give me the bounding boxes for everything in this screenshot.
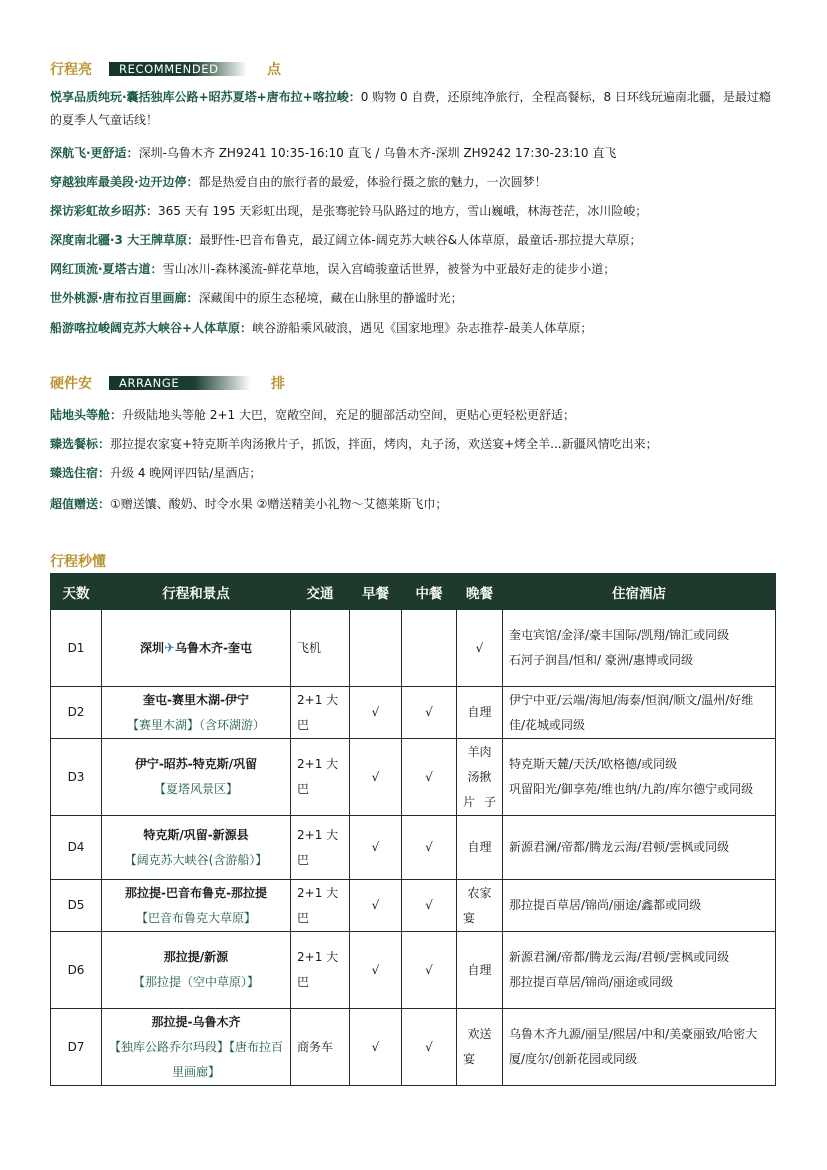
dinner-cell: √ [457,610,503,687]
breakfast-cell: √ [350,687,402,739]
route-title: 特克斯/巩留-新源县 [143,827,249,842]
transport-cell: 飞机 [291,610,350,687]
table-row [51,687,776,739]
itinerary-title: 行程秒懂 [50,554,106,570]
lunch-cell [402,610,457,687]
route-title: 奎屯-赛里木湖-伊宁 [143,692,249,707]
route-attraction: 【那拉提（空中草原）】 [132,975,259,989]
route-title: 那拉提/新源 [163,950,229,964]
arrange-banner: ARRANGE [109,376,251,390]
highlight-text: 365 天有 195 天彩虹出现，是张骞驼铃马队路过的地方，雪山巍峨，林海苍茫，冰川险峻； [158,204,648,218]
route-title-start: 深圳 [140,640,165,655]
day-cell: D5 [51,880,102,932]
table-row [51,610,776,687]
header-lunch: 中餐 [402,574,457,610]
highlight-label: 穿越独库最美段·边开边停： [50,175,199,189]
highlight-item [50,86,780,132]
route-title: 伊宁-昭苏-特克斯/巩留 [134,757,258,771]
hotel-option: 新源君澜/帝都/腾龙云海/君顿/雲枫或同级 [509,950,730,964]
route-cell [102,816,291,880]
highlight-item [50,288,780,308]
highlight-label: 船游喀拉峻阔克苏大峡谷+人体草原： [50,321,253,335]
breakfast-cell: √ [350,1009,402,1086]
arrange-label: 陆地头等舱： [50,408,123,422]
route-cell [102,880,291,932]
hotel-cell [503,932,776,1009]
airplane-icon: ✈ [164,640,175,656]
transport-cell: 2+1 大巴 [291,816,350,880]
breakfast-cell: √ [350,932,402,1009]
highlight-item [50,259,780,279]
hotel-option: 乌鲁木齐九源/丽呈/熙居/中和/美豪丽致/哈密大厦/度尔/创新花园或同级 [509,1027,758,1066]
header-dinner: 晚餐 [457,574,503,610]
dinner-cell: 自理 [457,816,503,880]
header-hotel: 住宿酒店 [503,574,776,610]
arrange-item [50,434,780,454]
route-attraction: 【赛里木湖】（含环湖游） [126,717,265,732]
highlight-text: 峡谷游船乘风破浪，遇见《国家地理》杂志推荐-最美人体草原； [252,321,593,335]
hotel-option: 新源君澜/帝都/腾龙云海/君顿/雲枫或同级 [509,840,730,854]
hotel-cell [503,610,776,687]
highlights-banner: RECOMMENDED [109,62,247,76]
route-attraction: 【巴音布鲁克大草原】 [135,910,256,925]
transport-cell: 2+1 大巴 [291,687,350,739]
arrange-item [50,494,780,514]
highlight-label: 探访彩虹故乡昭苏： [50,204,159,218]
route-cell [102,739,291,816]
day-cell: D6 [51,932,102,1009]
arrange-item [50,405,780,425]
lunch-cell: √ [402,1009,457,1086]
lunch-cell: √ [402,932,457,1009]
highlights-heading [50,59,281,79]
arrange-label: 超值赠送： [50,497,111,511]
lunch-cell: √ [402,739,457,816]
highlight-item [50,201,780,221]
lunch-cell: √ [402,687,457,739]
route-title [108,636,284,661]
table-header-row [51,574,776,610]
highlight-label: 网红顶流·夏塔古道： [50,262,163,276]
dinner-cell: 自理 [457,687,503,739]
arrange-item [50,463,780,483]
arrange-heading-right: 排 [271,376,285,392]
breakfast-cell: √ [350,816,402,880]
arrange-label: 臻选住宿： [50,466,111,480]
highlight-item [50,143,780,163]
route-attraction: 【独库公路乔尔玛段】【唐布拉百里画廊】 [108,1039,283,1079]
highlight-label: 悦享品质纯玩·囊括独库公路+昭苏夏塔+唐布拉+喀拉峻： [50,90,361,104]
highlight-label: 深度南北疆·3 大王牌草原： [50,233,200,247]
highlight-label: 世外桃源·唐布拉百里画廊： [50,291,199,305]
transport-cell: 2+1 大巴 [291,739,350,816]
table-row [51,880,776,932]
day-cell: D7 [51,1009,102,1086]
route-cell [102,687,291,739]
day-cell: D4 [51,816,102,880]
highlight-item [50,318,780,338]
route-attraction: 【阔克苏大峡谷(含游船）】 [124,852,268,867]
hotel-cell [503,687,776,739]
hotel-option: 伊宁中亚/云端/海旭/海泰/恒润/顺文/温州/好维佳/花城或同级 [509,692,754,732]
itinerary-table [50,573,776,1086]
route-title-end: 乌鲁木齐-奎屯 [174,640,252,655]
route-cell [102,1009,291,1086]
hotel-cell [503,816,776,880]
highlight-text: 深圳-乌鲁木齐 ZH9241 10:35-16:10 直飞 / 乌鲁木齐-深圳 ZH9242 17:30-23:10 直飞 [138,146,617,160]
arrange-text: 升级 4 晚网评四钻/星酒店； [110,466,262,480]
table-row [51,932,776,1009]
header-transport: 交通 [291,574,350,610]
highlights-heading-left: 行程亮 [50,62,92,78]
transport-cell: 2+1 大巴 [291,932,350,1009]
day-cell: D2 [51,687,102,739]
highlight-text: 最野性-巴音布鲁克，最辽阔立体-阔克苏大峡谷&人体草原，最童话-那拉提大草原； [199,233,642,247]
dinner-cell: 农家宴 [457,880,503,932]
transport-cell: 2+1 大巴 [291,880,350,932]
arrange-text: ①赠送馕、酸奶、时令水果 ②赠送精美小礼物～艾德莱斯飞巾； [110,497,448,511]
highlight-text: 0 购物 0 自费，还原纯净旅行，全程高餐标，8 日环线玩遍南北疆，是最过瘾的夏季人气童话线！ [50,90,771,127]
hotel-option: 那拉提百草居/锦尚/丽途/鑫都或同级 [509,898,702,912]
highlight-text: 雪山冰川-森林溪流-鲜花草地，误入宫崎骏童话世界，被誉为中亚最好走的徒步小道； [162,262,616,276]
dinner-cell: 自理 [457,932,503,1009]
hotel-option: 石河子润昌/恒和/ 豪洲/惠博或同级 [509,653,693,667]
lunch-cell: √ [402,880,457,932]
arrange-label: 臻选餐标： [50,437,111,451]
highlight-item [50,230,780,250]
highlight-item [50,172,780,192]
table-row [51,816,776,880]
day-cell: D1 [51,610,102,687]
route-cell [102,610,291,687]
highlights-heading-right: 点 [267,62,281,78]
highlight-text: 都是热爱自由的旅行者的最爱，体验行摄之旅的魅力，一次圆梦！ [198,175,547,189]
arrange-heading-left: 硬件安 [50,376,92,392]
header-day: 天数 [51,574,102,610]
breakfast-cell [350,610,402,687]
hotel-option: 奎屯宾馆/金泽/豪丰国际/凯翔/锦汇或同级 [509,628,730,642]
day-cell: D3 [51,739,102,816]
dinner-cell: 欢送宴 [457,1009,503,1086]
highlight-text: 深藏闺中的原生态秘境，藏在山脉里的静谧时光； [198,291,463,305]
route-title: 那拉提-巴音布鲁克-那拉提 [125,885,267,900]
table-row [51,739,776,816]
hotel-cell [503,739,776,816]
hotel-option: 巩留阳光/御享苑/维也纳/九韵/库尔德宁或同级 [509,782,754,796]
hotel-option: 特克斯天麓/天沃/欧格德/或同级 [509,757,678,771]
hotel-cell [503,880,776,932]
lunch-cell: √ [402,816,457,880]
hotel-cell [503,1009,776,1086]
header-route: 行程和景点 [102,574,291,610]
arrange-heading [50,373,285,393]
transport-cell: 商务车 [291,1009,350,1086]
highlight-label: 深航飞·更舒适： [50,146,139,160]
breakfast-cell: √ [350,880,402,932]
route-cell [102,932,291,1009]
route-title: 那拉提-乌鲁木齐 [151,1014,241,1029]
table-row [51,1009,776,1086]
arrange-text: 那拉提农家宴+特克斯羊肉汤揪片子，抓饭，拌面，烤肉，丸子汤，欢送宴+烤全羊...新疆风情吃出来； [110,437,658,451]
route-attraction: 【夏塔风景区】 [153,782,238,796]
header-breakfast: 早餐 [350,574,402,610]
breakfast-cell: √ [350,739,402,816]
arrange-text: 升级陆地头等舱 2+1 大巴，宽敞空间，充足的腿部活动空间，更贴心更轻松更舒适； [122,408,575,422]
dinner-cell: 羊肉汤揪片子 [457,739,503,816]
hotel-option: 那拉提百草居/锦尚/丽途或同级 [509,975,674,989]
